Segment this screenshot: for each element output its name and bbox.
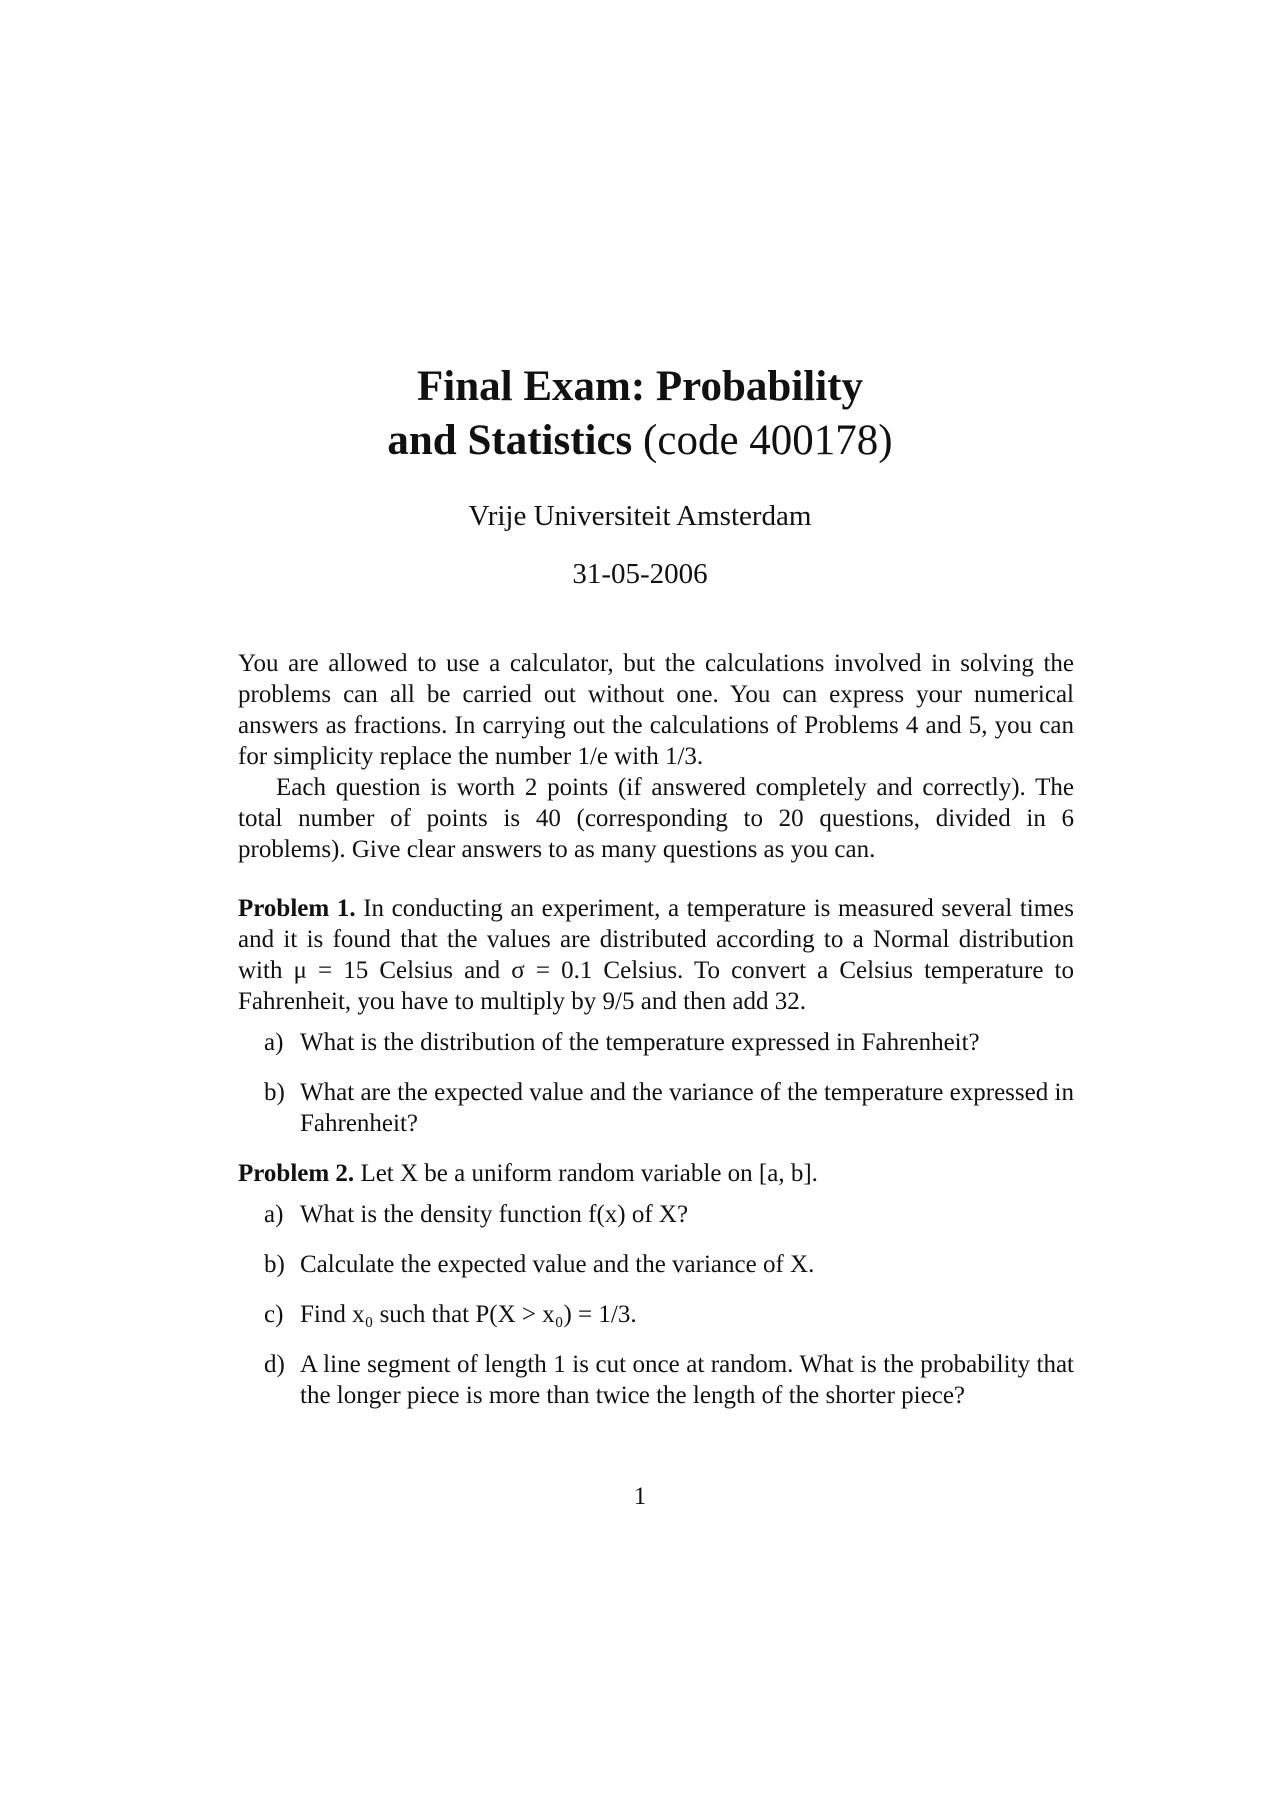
problem-1-label: Problem 1. [238, 895, 356, 922]
question-label: a) [264, 1201, 284, 1228]
title-line-2: and Statistics [387, 417, 633, 464]
question-item [238, 1077, 1074, 1139]
question-text: A line segment of length 1 is cut once at random. What is the probability that the longer piece is more than twice the length of the shorter piece? [300, 1351, 1074, 1409]
university-name: Vrije Universiteit Amsterdam [468, 500, 812, 532]
instructions-paragraph-2: Each question is worth 2 points (if answered completely and correctly). The total number of points is 40 (corresponding to 20 questions, divided in 6 problems). Give clear answers to as many questions as you can. [238, 774, 1074, 863]
exam-date: 31-05-2006 [572, 558, 708, 590]
problem-1-questions [238, 1027, 1074, 1139]
problem-2-text: Let X be a uniform random variable on [a, b]. [360, 1160, 818, 1187]
question-label: c) [264, 1301, 284, 1328]
course-code: (code 400178) [643, 417, 893, 464]
question-item [238, 1299, 1074, 1330]
question-item [238, 1199, 1074, 1230]
question-text: What is the density function f(x) of X? [300, 1201, 689, 1228]
instructions-paragraph-1: You are allowed to use a calculator, but the calculations involved in solving the problems can all be carried out without one. You can express your numerical answers as fractions. In carrying out the calculations of Problems 4 and 5, you can for simplicity replace the number 1/e with 1/3. [238, 650, 1074, 770]
page-number: 1 [633, 1483, 647, 1510]
problem-2-questions [238, 1199, 1074, 1411]
question-text: What is the distribution of the temperature expressed in Fahrenheit? [300, 1029, 980, 1056]
problem-2-label: Problem 2. [238, 1160, 355, 1187]
question-text: What are the expected value and the variance of the temperature expressed in Fahrenheit? [300, 1079, 1074, 1137]
exam-body [238, 648, 1074, 1430]
question-text: Calculate the expected value and the variance of X. [300, 1251, 815, 1278]
title-line-1: Final Exam: Probability [417, 363, 863, 410]
question-item [238, 1249, 1074, 1280]
question-item [238, 1349, 1074, 1411]
question-item [238, 1027, 1074, 1058]
problem-2 [238, 1158, 1074, 1189]
problem-1-text: In conducting an experiment, a temperature is measured several times and it is found that the values are distributed according to a Normal distribution with μ = 15 Celsius and σ = 0.1 Celsius. To convert a Celsius temperature to Fahrenheit, you have to multiply by 9/5 and then add 32. [238, 895, 1075, 1015]
question-label: d) [264, 1351, 285, 1378]
question-label: b) [264, 1251, 285, 1278]
exam-title [240, 360, 1040, 468]
problem-1 [238, 893, 1074, 1017]
question-text: Find x₀ such that P(X > x₀) = 1/3. [300, 1301, 637, 1328]
question-label: a) [264, 1029, 284, 1056]
question-label: b) [264, 1079, 285, 1106]
